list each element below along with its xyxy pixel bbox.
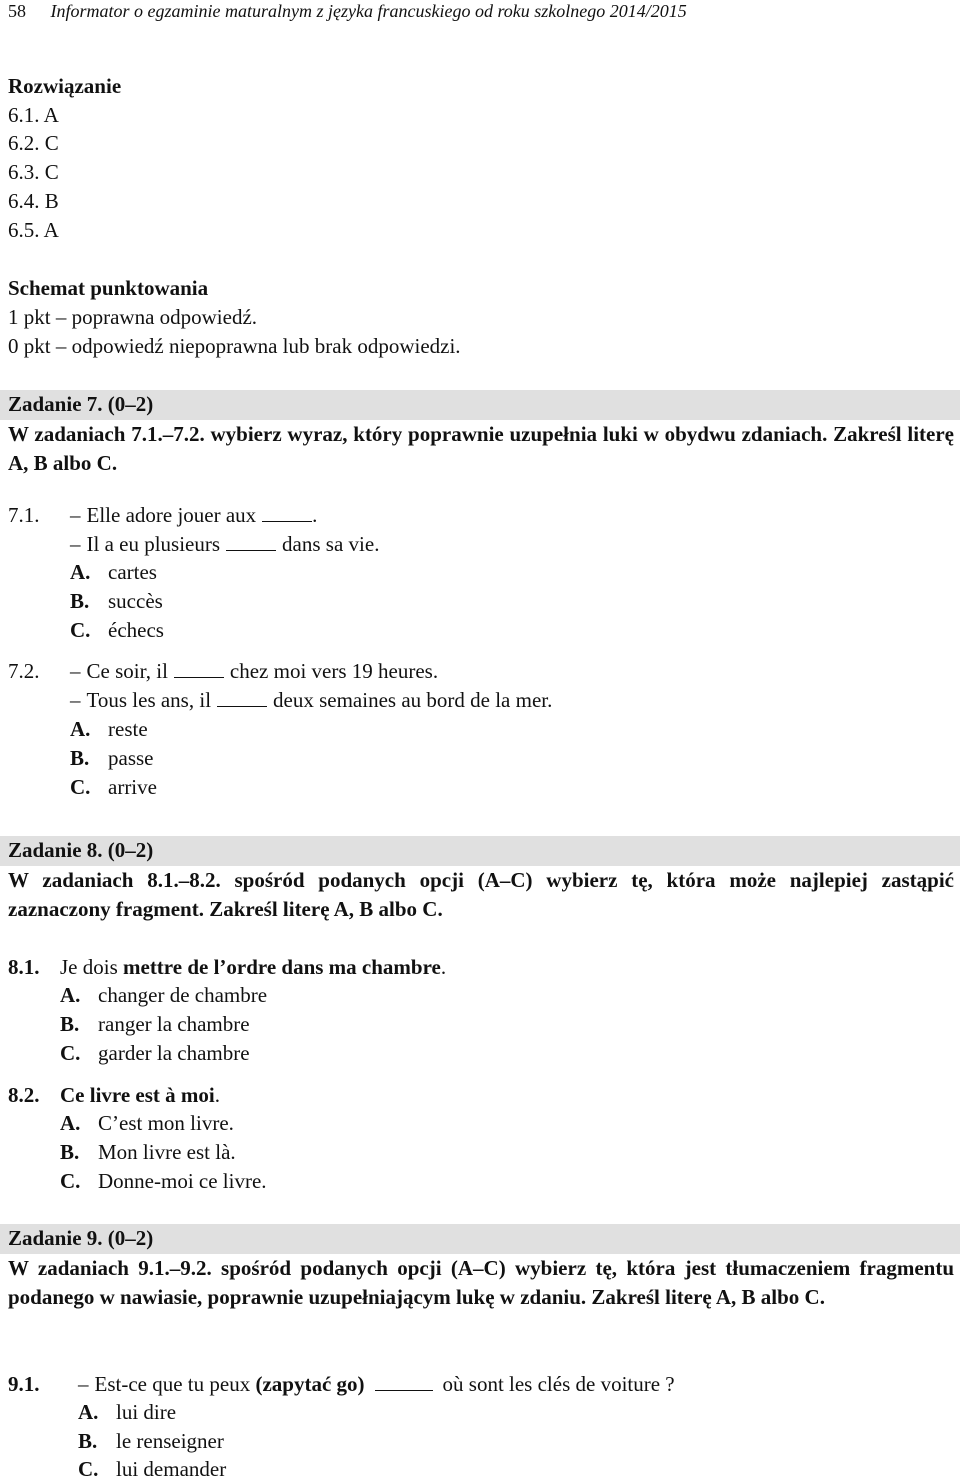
option-7-2-b[interactable] [8, 744, 154, 772]
option-text: ranger la chambre [98, 1012, 250, 1036]
blank-gap [375, 1372, 433, 1391]
task-8-title: Zadanie 8. (0–2) [8, 838, 154, 862]
option-8-2-a[interactable] [8, 1109, 234, 1137]
question-7-2-sentence-2 [8, 686, 552, 714]
option-9-1-a[interactable] [8, 1398, 176, 1426]
option-text: Donne-moi ce livre. [98, 1169, 267, 1193]
option-text: arrive [108, 775, 157, 799]
option-8-1-c[interactable] [8, 1039, 250, 1067]
option-8-1-a[interactable] [8, 981, 267, 1009]
task-9-instruction: W zadaniach 9.1.–9.2. spośród podanych opcji (A–C) wybierz tę, która jest tłumaczeniem fragmentu podanego w nawiasie, poprawnie uzupełniającym lukę w zdaniu. Zakreśl literę A, B albo C. [8, 1256, 954, 1309]
task-7-instruction: W zadaniach 7.1.–7.2. wybierz wyraz, który poprawnie uzupełnia luki w obydwu zdaniach. Zakreśl literę A, B albo C. [8, 422, 954, 475]
page-number: 58 [8, 1, 26, 21]
option-text: reste [108, 717, 148, 741]
sentence-text: Tous les ans, il [86, 688, 212, 712]
task-9-title: Zadanie 9. (0–2) [8, 1226, 154, 1250]
option-letter: C. [70, 775, 91, 799]
question-8-1 [8, 953, 446, 981]
option-letter: A. [60, 983, 81, 1007]
option-text: C’est mon livre. [98, 1111, 234, 1135]
option-text: échecs [108, 618, 164, 642]
answer-line: 6.2. C [8, 131, 59, 155]
option-text: le renseigner [116, 1429, 224, 1453]
question-number: 7.1. [8, 503, 40, 527]
highlighted-fragment: Ce livre est à moi [60, 1083, 215, 1107]
blank-gap [262, 503, 312, 522]
option-letter: B. [70, 589, 90, 613]
option-text: cartes [108, 560, 157, 584]
option-letter: C. [78, 1457, 99, 1481]
option-7-1-b[interactable] [8, 587, 163, 615]
dash: – [70, 659, 81, 683]
dash: – [78, 1372, 89, 1396]
highlighted-fragment: mettre de l’ordre dans ma chambre [123, 955, 441, 979]
question-number: 7.2. [8, 659, 40, 683]
option-letter: A. [70, 560, 91, 584]
blank-gap [226, 532, 276, 551]
blank-gap [217, 688, 267, 707]
option-8-2-c[interactable] [8, 1167, 267, 1195]
task-8-instruction: W zadaniach 8.1.–8.2. spośród podanych opcji (A–C) wybierz tę, która może najlepiej zastąpić zaznaczony fragment. Zakreśl literę A, B albo C. [8, 868, 954, 921]
question-9-1 [8, 1370, 675, 1398]
scoring-heading: Schemat punktowania [8, 276, 209, 300]
question-number: 8.2. [8, 1083, 40, 1107]
sentence-text: où sont les clés de voiture ? [442, 1372, 675, 1396]
page-header [8, 0, 687, 24]
task-7-title-bar [0, 390, 960, 420]
sentence-text: Ce soir, il [86, 659, 168, 683]
sentence-text: chez moi vers 19 heures. [229, 659, 439, 683]
option-text: lui demander [116, 1457, 227, 1481]
option-letter: C. [60, 1169, 81, 1193]
translation-hint: (zapytać go) [255, 1372, 365, 1396]
task-7-title: Zadanie 7. (0–2) [8, 392, 154, 416]
option-7-2-a[interactable] [8, 715, 148, 743]
question-number: 8.1. [8, 955, 40, 979]
option-text: garder la chambre [98, 1041, 250, 1065]
option-8-2-b[interactable] [8, 1138, 236, 1166]
option-letter: C. [70, 618, 91, 642]
option-letter: A. [60, 1111, 81, 1135]
sentence-text: deux semaines au bord de la mer. [273, 688, 553, 712]
question-7-1-sentence-1 [8, 501, 317, 529]
answer-line: 6.4. B [8, 189, 59, 213]
sentence-text: Je dois [60, 955, 123, 979]
option-9-1-c[interactable] [8, 1455, 226, 1483]
sentence-text: . [214, 1083, 220, 1107]
option-letter: A. [78, 1400, 99, 1424]
sentence-text: Il a eu plusieurs [86, 532, 221, 556]
option-letter: B. [78, 1429, 98, 1453]
dash: – [70, 688, 81, 712]
sentence-text: dans sa vie. [282, 532, 380, 556]
option-7-1-c[interactable] [8, 616, 164, 644]
option-text: lui dire [116, 1400, 177, 1424]
task-9-title-bar [0, 1224, 960, 1254]
header-title: Informator o egzaminie maturalnym z języka francuskiego od roku szkolnego 2014/2015 [50, 1, 687, 21]
task-8-title-bar [0, 836, 960, 866]
option-letter: B. [60, 1012, 80, 1036]
option-9-1-b[interactable] [8, 1427, 224, 1455]
option-text: changer de chambre [98, 983, 268, 1007]
question-number: 9.1. [8, 1372, 40, 1396]
sentence-text: Elle adore jouer aux [86, 503, 257, 527]
answer-line: 6.1. A [8, 103, 59, 127]
option-8-1-b[interactable] [8, 1010, 250, 1038]
blank-gap [174, 659, 224, 678]
scoring-line: 0 pkt – odpowiedź niepoprawna lub brak odpowiedzi. [8, 334, 461, 358]
question-7-1-sentence-2 [8, 530, 379, 558]
option-7-2-c[interactable] [8, 773, 157, 801]
dash: – [70, 503, 81, 527]
sentence-text: . [312, 503, 318, 527]
dash: – [70, 532, 81, 556]
answer-line: 6.5. A [8, 218, 59, 242]
option-letter: B. [70, 746, 90, 770]
question-7-2-sentence-1 [8, 657, 438, 685]
option-letter: B. [60, 1140, 80, 1164]
sentence-text: Est-ce que tu peux [94, 1372, 256, 1396]
solution-heading: Rozwiązanie [8, 74, 122, 98]
option-text: succès [108, 589, 163, 613]
option-letter: C. [60, 1041, 81, 1065]
option-text: passe [108, 746, 154, 770]
sentence-text: . [440, 955, 447, 979]
option-text: Mon livre est là. [98, 1140, 236, 1164]
option-letter: A. [70, 717, 91, 741]
answer-line: 6.3. C [8, 160, 59, 184]
option-7-1-a[interactable] [8, 558, 157, 586]
scoring-line: 1 pkt – poprawna odpowiedź. [8, 305, 258, 329]
question-8-2 [8, 1081, 220, 1109]
